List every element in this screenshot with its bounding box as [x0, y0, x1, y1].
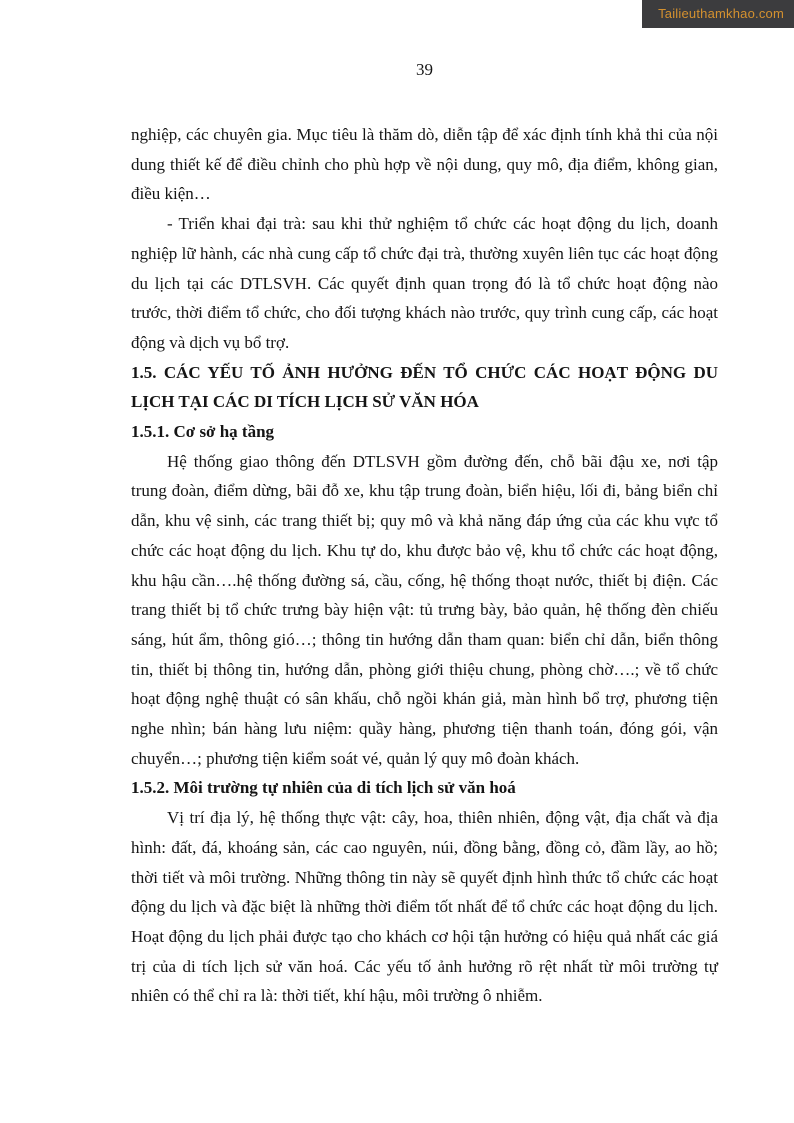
subsection-heading-1-5-2: 1.5.2. Môi trường tự nhiên của di tích lịch sử văn hoá [131, 778, 516, 798]
section-heading-1-5: 1.5. CÁC YẾU TỐ ẢNH HƯỞNG ĐẾN TỔ CHỨC CÁC HOẠT ĐỘNG DU LỊCH TẠI CÁC DI TÍCH LỊCH SỬ VĂN HÓA [131, 362, 718, 412]
watermark-link[interactable]: Tailieuthamkhao.com [642, 0, 794, 28]
paragraph-trien-khai: - Triển khai đại trà: sau khi thử nghiệm tổ chức các hoạt động du lịch, doanh nghiệp lữ hành, các nhà cung cấp tổ chức đại trà, thường xuyên liên tục các hoạt động du lịch tại các DTLSVH. Các quyết định quan trọng đó là tổ chức hoạt động nào trước, thời điểm tổ chức, cho đối tượng khách nào trước, quy trình cung cấp, các hoạt động và dịch vụ bổ trợ. [131, 214, 718, 352]
document-body [131, 120, 718, 1011]
paragraph-co-so-ha-tang: Hệ thống giao thông đến DTLSVH gồm đường đến, chỗ bãi đậu xe, nơi tập trung đoàn, điểm dừng, bãi đỗ xe, khu tập trung đoàn, biển hiệu, lối đi, bảng biển chỉ dẫn, khu vệ sinh, các trang thiết bị; quy mô và khả năng đáp ứng của các khu vực tổ chức các hoạt động du lịch. Khu tự do, khu được bảo vệ, khu tổ chức các hoạt động, khu hậu cần….hệ thống đường sá, cầu, cống, hệ thống thoạt nước, thiết bị điện. Các trang thiết bị tổ chức trưng bày hiện vật: tủ trưng bày, bảo quản, hệ thống đèn chiếu sáng, hút ẩm, thông gió…; thông tin hướng dẫn tham quan: biển chỉ dẫn, biển thông tin, thiết bị thông tin, hướng dẫn, phòng giới thiệu chung, phòng chờ….; về tổ chức hoạt động nghệ thuật có sân khấu, chỗ ngồi khán giả, màn hình bổ trợ, phương tiện nghe nhìn; bán hàng lưu niệm: quầy hàng, phương tiện thanh toán, đóng gói, vận chuyển…; phương tiện kiểm soát vé, quản lý quy mô đoàn khách. [131, 451, 718, 768]
paragraph-continuation: nghiệp, các chuyên gia. Mục tiêu là thăm dò, diễn tập để xác định tính khả thi của nội dung thiết kế để điều chỉnh cho phù hợp về nội dung, quy mô, địa điểm, không gian, điều kiện… [131, 125, 718, 204]
page-number: 39 [416, 60, 433, 79]
paragraph-moi-truong-tu-nhien: Vị trí địa lý, hệ thống thực vật: cây, hoa, thiên nhiên, động vật, địa chất và địa hình: đất, đá, khoáng sản, các cao nguyên, núi, đồng bằng, đồng cỏ, đầm lầy, ao hồ; thời tiết và môi trường. Những thông tin này sẽ quyết định hình thức tổ chức các hoạt động du lịch và đặc biệt là những thời điểm tốt nhất để tổ chức các hoạt động du lịch. Hoạt động du lịch phải được tạo cho khách cơ hội tận hưởng có hiệu quả nhất các giá trị của di tích lịch sử văn hoá. Các yếu tố ảnh hưởng rõ rệt nhất từ môi trường tự nhiên có thể chỉ ra là: thời tiết, khí hậu, môi trường ô nhiễm. [131, 808, 718, 1006]
subsection-heading-1-5-1: 1.5.1. Cơ sở hạ tầng [131, 422, 275, 442]
